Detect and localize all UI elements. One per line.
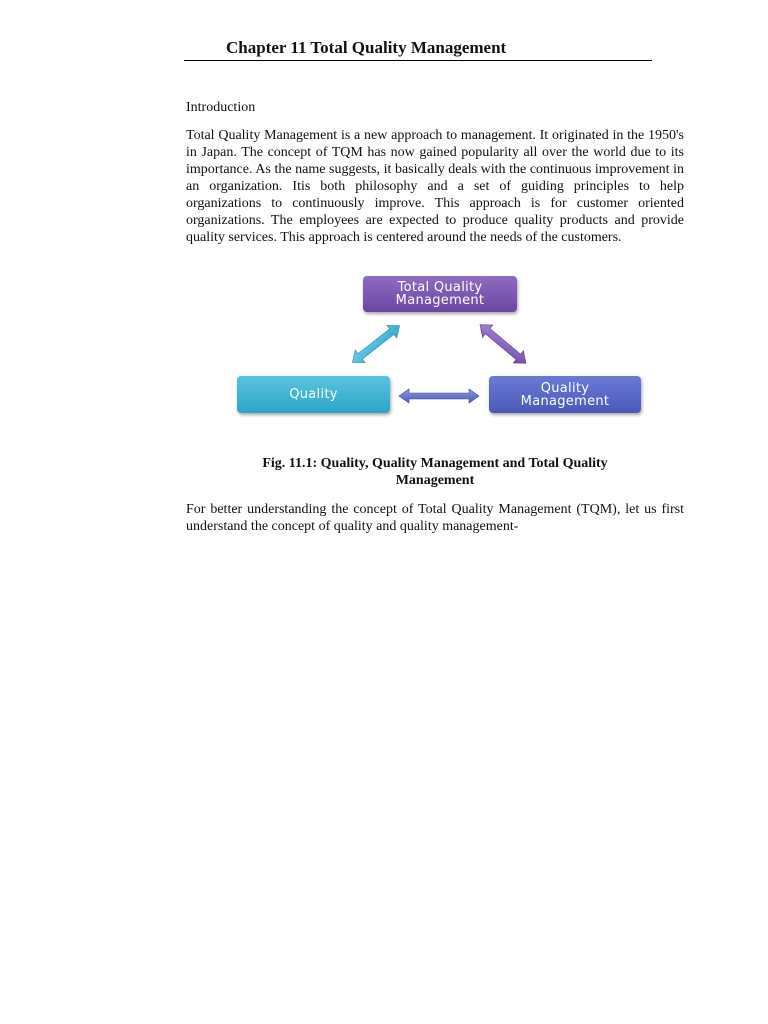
arrow-tqm-quality-management bbox=[475, 319, 531, 370]
node-quality-management: Quality Management bbox=[489, 376, 641, 413]
node-quality: Quality bbox=[237, 376, 390, 413]
figure-caption: Fig. 11.1: Quality, Quality Management and Total Quality Management bbox=[262, 456, 608, 488]
section-heading-introduction: Introduction bbox=[186, 100, 256, 115]
intro-paragraph: Total Quality Management is a new approach to management. It originated in the 1950's in Japan. The concept of TQM has now gained popularity all over the world due to its importance. As the name suggests, it basically deals with the continuous improvement in an organization. Itis both philosophy and a set of guiding principles to help organizations to continuously improve. This approach is for customer oriented organizations. The employees are expected to produce quality products and provide quality services. This approach is centered around the needs of the customers. bbox=[186, 128, 684, 245]
tqm-diagram bbox=[230, 270, 650, 420]
arrow-quality-quality-management bbox=[399, 389, 479, 403]
chapter-title: Chapter 11 Total Quality Management bbox=[226, 38, 507, 57]
title-underline bbox=[184, 60, 652, 61]
node-total-quality-management: Total Quality Management bbox=[363, 276, 517, 312]
arrow-quality-tqm bbox=[347, 319, 404, 369]
body-paragraph: For better understanding the concept of Total Quality Management (TQM), let us first understand the concept of quality and quality management- bbox=[186, 502, 684, 534]
